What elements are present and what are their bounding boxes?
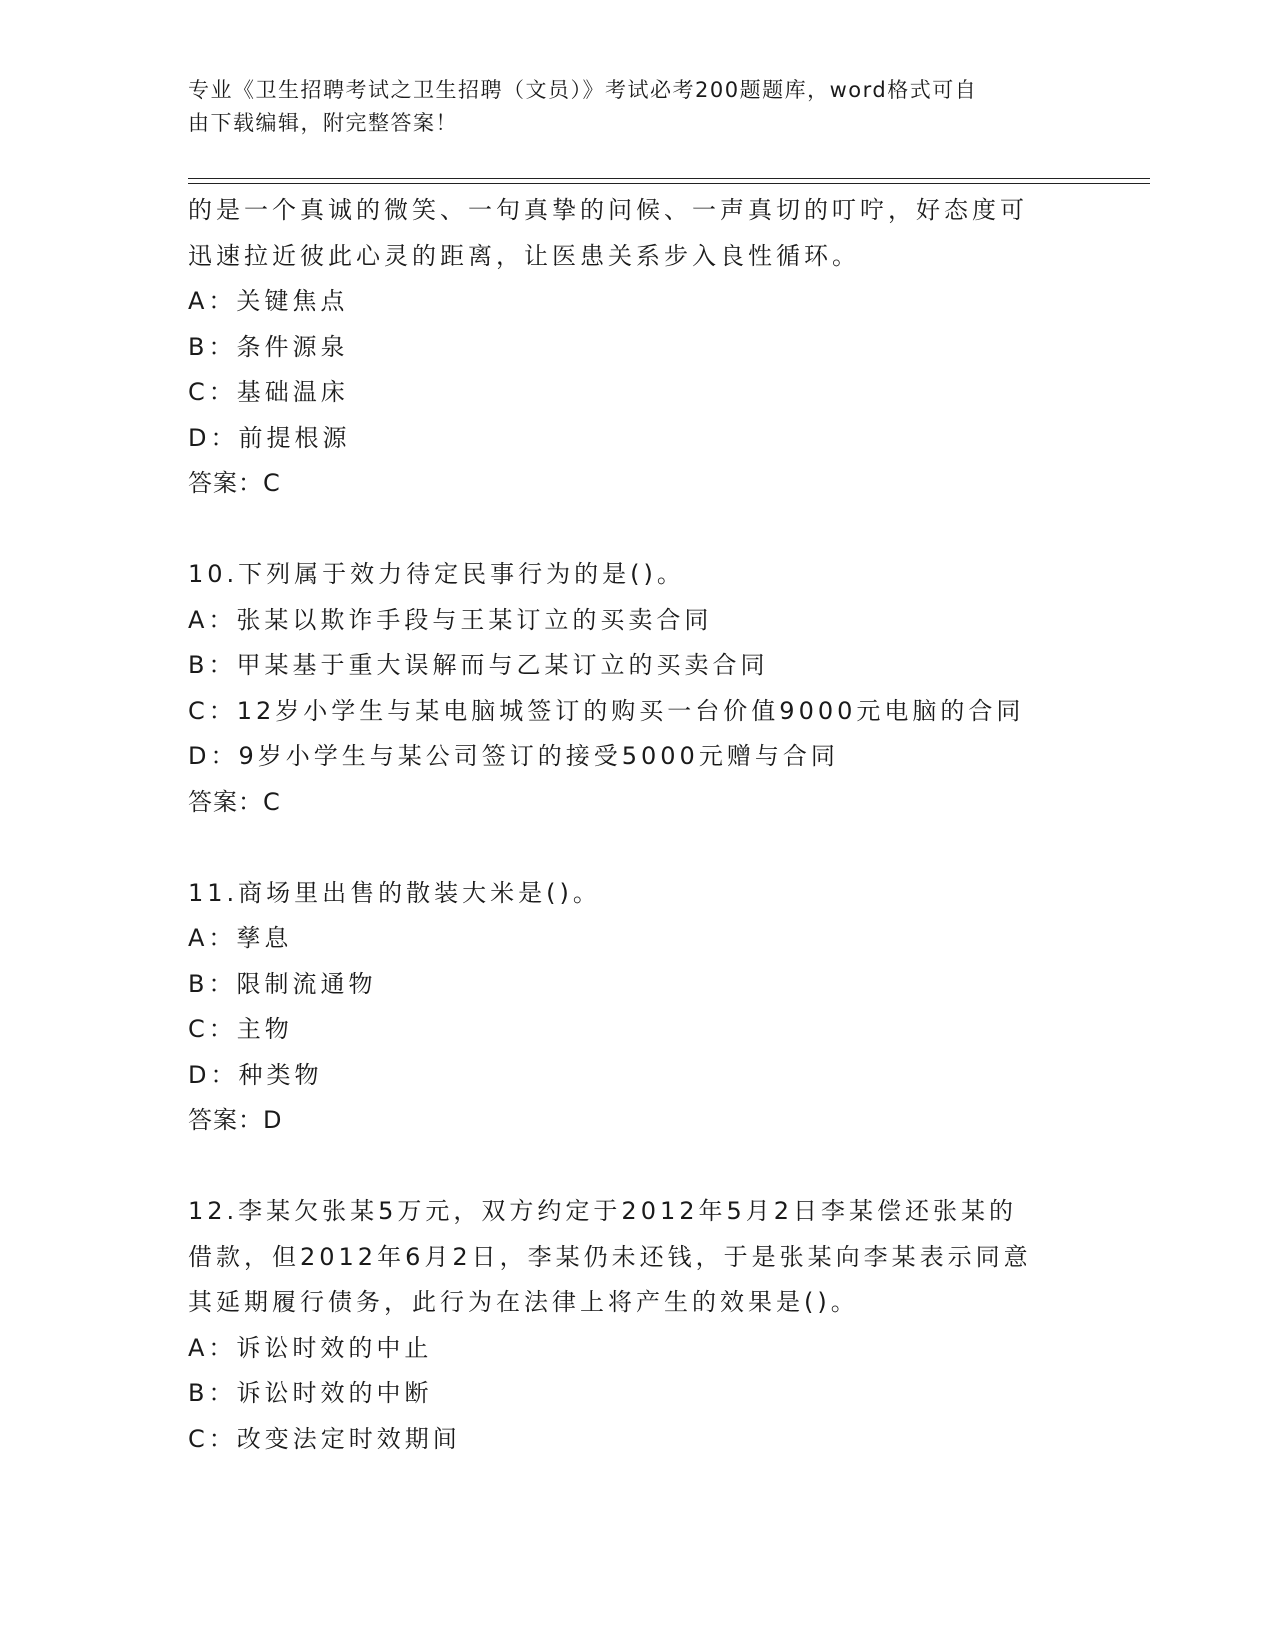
answer-line: 答案：C bbox=[188, 469, 281, 497]
option-b: B：条件源泉 bbox=[188, 332, 349, 361]
option-c: C：12岁小学生与某电脑城签订的购买一台价值9000元电脑的合同 bbox=[188, 696, 1025, 725]
option-a: A：关键焦点 bbox=[188, 287, 349, 315]
option-a: A：孳息 bbox=[188, 924, 293, 952]
answer-line: 答案：D bbox=[188, 1106, 283, 1134]
header-divider-top bbox=[188, 178, 1150, 179]
header-line-2: 由下载编辑，附完整答案！ bbox=[188, 111, 458, 135]
option-d: D：种类物 bbox=[188, 1060, 323, 1089]
option-c: C：主物 bbox=[188, 1015, 293, 1043]
spacer bbox=[188, 507, 1088, 553]
header-divider-bottom bbox=[188, 183, 1150, 184]
question-text-line: 迅速拉近彼此心灵的距离，让医患关系步入良性循环。 bbox=[188, 241, 860, 270]
answer-line: 答案：C bbox=[188, 787, 281, 816]
question-text-line: 借款，但2012年6月2日，李某仍未还钱，于是张某向李某表示同意 bbox=[188, 1242, 1032, 1271]
document-body bbox=[188, 188, 1088, 1462]
spacer bbox=[188, 1144, 1088, 1190]
option-c: C：改变法定时效期间 bbox=[188, 1424, 461, 1453]
option-b: B：诉讼时效的中断 bbox=[188, 1379, 433, 1407]
question-text-line: 的是一个真诚的微笑、一句真挚的问候、一声真切的叮咛，好态度可 bbox=[188, 196, 1028, 224]
question-text-line: 其延期履行债务，此行为在法律上将产生的效果是()。 bbox=[188, 1288, 859, 1316]
option-d: D：前提根源 bbox=[188, 423, 351, 452]
question-continued bbox=[188, 188, 1088, 507]
option-b: B：甲某基于重大误解而与乙某订立的买卖合同 bbox=[188, 651, 769, 679]
header-line-1: 专业《卫生招聘考试之卫生招聘（文员）》考试必考200题题库，word格式可自 bbox=[188, 78, 978, 102]
question-text-line: 12.李某欠张某5万元，双方约定于2012年5月2日李某偿还张某的 bbox=[188, 1197, 1018, 1225]
question-11 bbox=[188, 871, 1088, 1144]
spacer bbox=[188, 825, 1088, 871]
question-12 bbox=[188, 1189, 1088, 1462]
option-a: A：诉讼时效的中止 bbox=[188, 1333, 433, 1362]
option-a: A：张某以欺诈手段与王某订立的买卖合同 bbox=[188, 605, 713, 634]
question-text-line: 11.商场里出售的散装大米是()。 bbox=[188, 878, 601, 907]
option-b: B：限制流通物 bbox=[188, 969, 377, 998]
document-header bbox=[188, 74, 1068, 140]
option-c: C：基础温床 bbox=[188, 378, 349, 406]
question-10 bbox=[188, 552, 1088, 825]
question-text-line: 10.下列属于效力待定民事行为的是()。 bbox=[188, 560, 685, 588]
option-d: D：9岁小学生与某公司签订的接受5000元赠与合同 bbox=[188, 742, 839, 770]
